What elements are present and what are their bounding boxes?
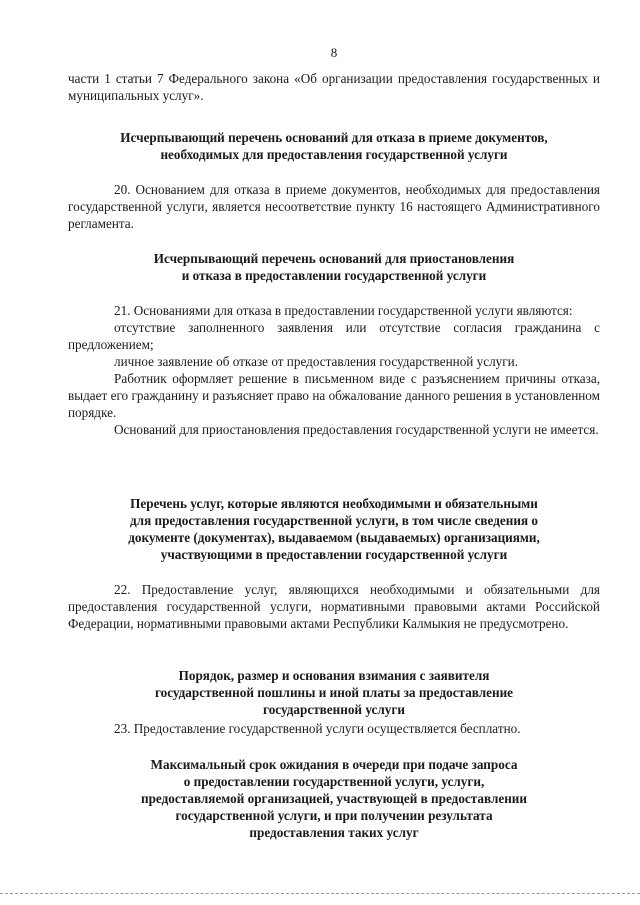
heading-line: предоставляемой организацией, участвующей в предоставлении — [141, 791, 527, 806]
page-bottom-edge-divider — [0, 893, 640, 894]
heading-line: Порядок, размер и основания взимания с заявителя — [178, 668, 490, 683]
intro-paragraph: части 1 статьи 7 Федерального закона «Об организации предоставления государственных и муниципальных услуг». — [68, 71, 600, 103]
section-heading-fees — [68, 667, 600, 718]
heading-line: государственной услуги, и при получении результата — [175, 808, 493, 823]
heading-line: предоставления таких услуг — [249, 825, 419, 840]
paragraph-20: 20. Основанием для отказа в приеме документов, необходимых для предоставления государственной услуги, является несоответствие пункту 16 настоящего Административного регламента. — [68, 182, 600, 231]
heading-line: государственной услуги — [263, 702, 405, 717]
section-heading-suspension-refusal — [68, 250, 600, 284]
refusal-ground-item: личное заявление об отказе от предоставления государственной услуги. — [114, 354, 519, 369]
paragraph-20-block — [68, 181, 600, 232]
section-heading-refusal-documents — [68, 129, 600, 163]
heading-line: участвующими в предоставлении государственной услуги — [160, 547, 508, 562]
heading-line: Перечень услуг, которые являются необходимыми и обязательными — [130, 496, 538, 511]
no-suspension-text: Оснований для приостановления предоставления государственной услуги не имеется. — [114, 422, 599, 437]
heading-line: государственной пошлины и иной платы за предоставление — [154, 685, 514, 700]
section-heading-waiting-time — [68, 756, 600, 841]
heading-line: Исчерпывающий перечень оснований для отказа в приеме документов, — [120, 130, 548, 145]
heading-line: о предоставлении государственной услуги, услуги, — [183, 774, 485, 789]
intro-paragraph-block — [68, 70, 600, 104]
paragraph-21-block — [68, 302, 600, 438]
heading-line: для предоставления государственной услуги, в том числе сведения о — [130, 513, 538, 528]
refusal-ground-item: отсутствие заполненного заявления или отсутствие согласия гражданина с предложением; — [68, 320, 600, 352]
paragraph-22-block — [68, 581, 600, 632]
heading-line: документе (документах), выдаваемом (выдаваемых) организациями, — [128, 530, 540, 545]
paragraph-21: 21. Основаниями для отказа в предоставлении государственной услуги являются: — [114, 303, 573, 318]
heading-line: и отказа в предоставлении государственной услуги — [181, 268, 487, 283]
section-heading-required-services — [68, 495, 600, 563]
heading-line: Исчерпывающий перечень оснований для приостановления — [153, 251, 515, 266]
page-number: 8 — [330, 45, 338, 60]
paragraph-22: 22. Предоставление услуг, являющихся необходимыми и обязательными для предоставления государственной услуги, нормативными правовыми актами Российской Федерации, нормативными правовыми актами Республики Калмыкия не предусмотрено. — [68, 582, 600, 631]
paragraph-23: 23. Предоставление государственной услуги осуществляется бесплатно. — [114, 721, 521, 736]
paragraph-23-block — [68, 720, 600, 737]
refusal-procedure-text: Работник оформляет решение в письменном виде с разъяснением причины отказа, выдает его гражданину и разъясняет право на обжалование данного решения в установленном порядке. — [68, 371, 600, 420]
heading-line: необходимых для предоставления государственной услуги — [160, 147, 508, 162]
heading-line: Максимальный срок ожидания в очереди при подаче запроса — [150, 757, 518, 772]
